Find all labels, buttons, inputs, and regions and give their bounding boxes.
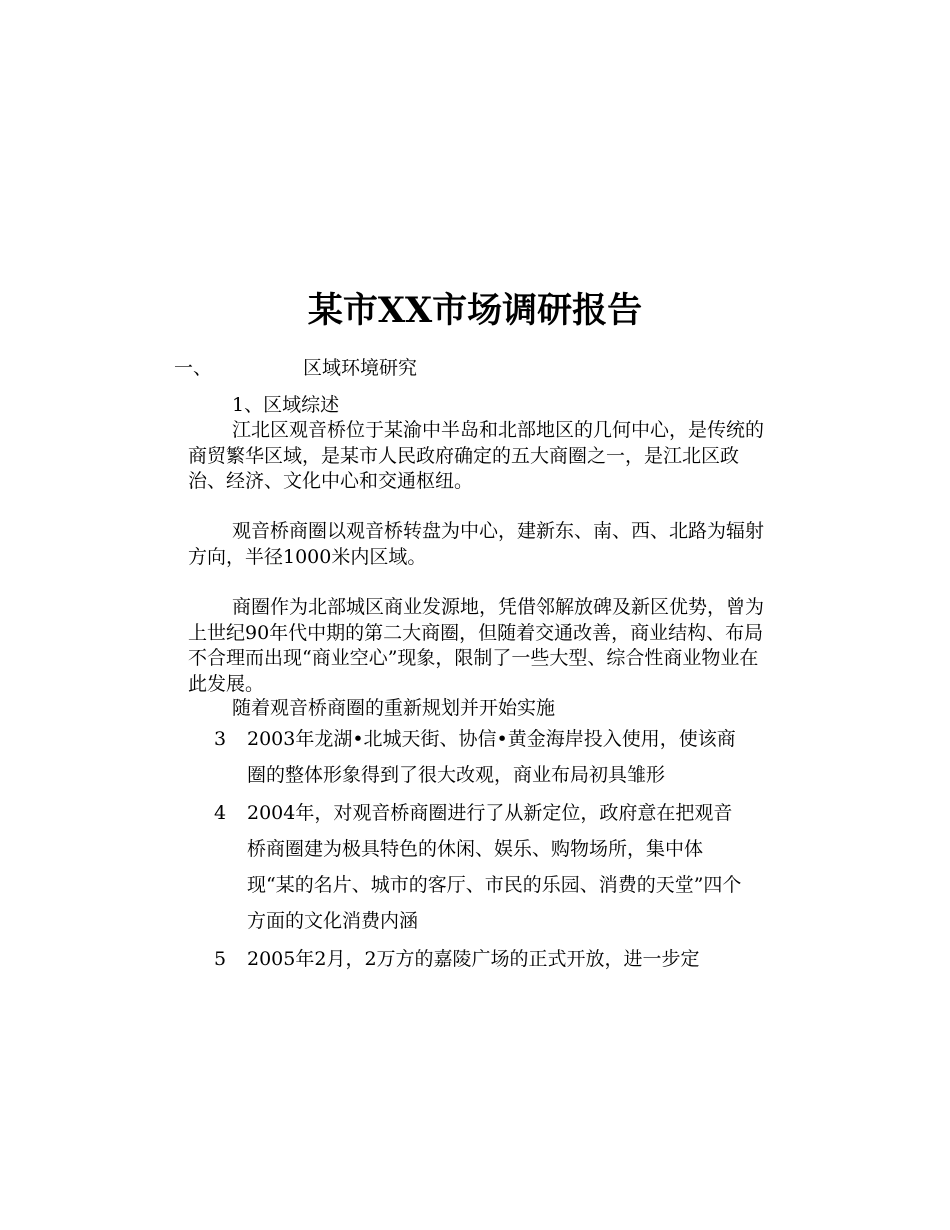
list-item <box>214 941 774 977</box>
paragraph-3: 商圈作为北部城区商业发源地，凭借邻解放碑及新区优势，曾为上世纪90年代中期的第二大商圈，但随着交通改善，商业结构、布局不合理而出现“商业空心”现象，限制了一些大型、综合性商业物业在此发展。 <box>188 596 765 695</box>
subsection-label: 1、区域综述 <box>232 394 340 416</box>
paragraph-1: 江北区观音桥位于某渝中半岛和北部地区的几何中心，是传统的商贸繁华区域，是某市人民政府确定的五大商圈之一，是江北区政治、经济、文化中心和交通枢纽。 <box>188 419 765 492</box>
list-item-text: 2003年龙湖•北城天街、协信•黄金海岸投入使用，使该商圈的整体形象得到了很大改观，商业布局初具雏形 <box>247 728 736 786</box>
paragraph-4: 随着观音桥商圈的重新规划并开始实施 <box>232 697 556 719</box>
section-number: 一、 <box>174 357 213 379</box>
list-item-number: 4 <box>214 802 227 824</box>
document-title: 某市XX市场调研报告 <box>307 290 643 331</box>
list-item <box>214 721 774 793</box>
list-item <box>214 795 774 939</box>
section-heading <box>174 354 574 384</box>
paragraph-2: 观音桥商圈以观音桥转盘为中心，建新东、南、西、北路为辐射方向，半径1000米内区域。 <box>188 520 765 568</box>
list-item-number: 3 <box>214 728 227 750</box>
list-item-text: 2004年，对观音桥商圈进行了从新定位，政府意在把观音桥商圈建为极具特色的休闲、娱乐、购物场所，集中体现“某的名片、城市的客厅、市民的乐园、消费的天堂”四个方面的文化消费内涵 <box>247 802 742 932</box>
numbered-list <box>214 721 774 979</box>
subsection-heading <box>188 393 768 419</box>
list-item-text: 2005年2月，2万方的嘉陵广场的正式开放，进一步定 <box>247 948 700 970</box>
section-title: 区域环境研究 <box>303 357 418 379</box>
list-item-number: 5 <box>214 948 227 970</box>
